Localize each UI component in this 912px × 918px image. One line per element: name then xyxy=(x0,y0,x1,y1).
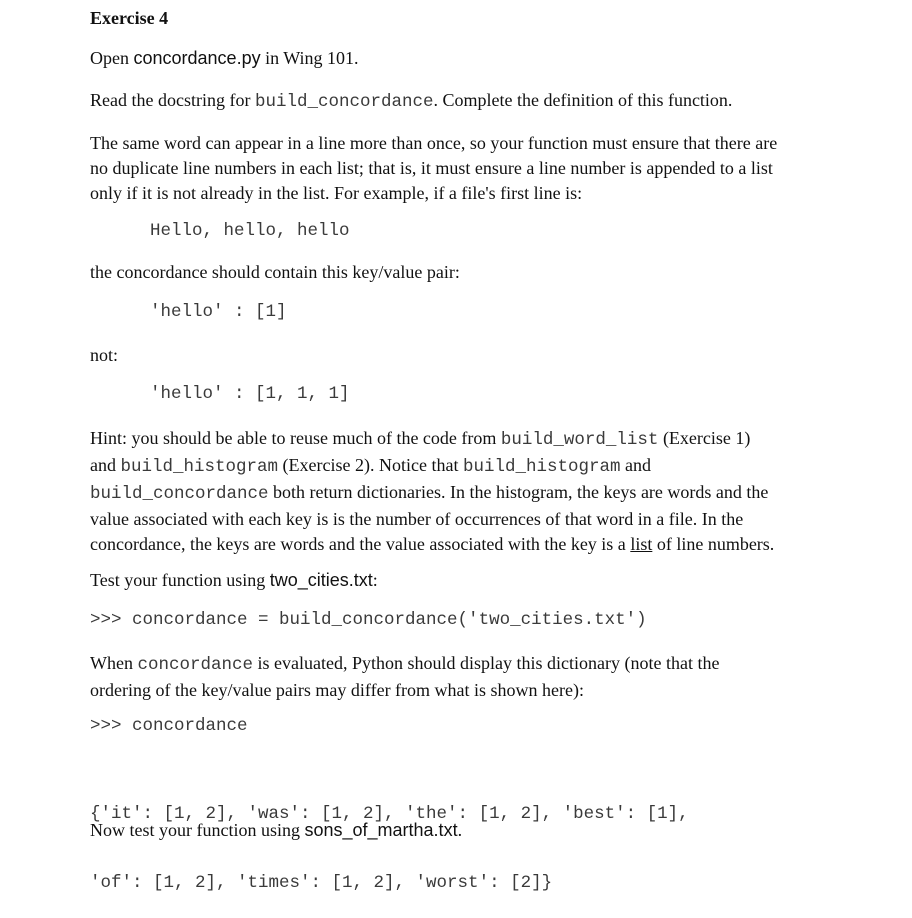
paragraph-line: only if it is not already in the list. For example, if a file's first line is: xyxy=(90,183,583,203)
hint-paragraph xyxy=(90,426,774,557)
when-text: When xyxy=(90,653,138,673)
function-name-build-histogram: build_histogram xyxy=(462,457,621,477)
test-function-paragraph xyxy=(90,570,378,591)
hint-text: concordance, the keys are words and the value associated with the key is a xyxy=(90,534,631,554)
filename-two-cities: two_cities.txt xyxy=(269,570,373,590)
paragraph-line xyxy=(90,651,719,678)
filename-concordance-py: concordance.py xyxy=(133,48,261,68)
code-good-pair: 'hello' : [1] xyxy=(150,302,287,322)
code-build-call: >>> concordance = build_concordance('two_cities.txt') xyxy=(90,610,647,630)
open-text-end: in Wing 101. xyxy=(260,48,359,68)
read-text: Read the docstring for xyxy=(90,90,255,110)
code-hello-line: Hello, hello, hello xyxy=(150,221,350,241)
dict-line: 'of': [1, 2], 'times': [1, 2], 'worst': [2]} xyxy=(90,873,553,893)
hint-line: value associated with each key is is the number of occurrences of that word in a file. In the xyxy=(90,509,744,529)
hint-text: and xyxy=(90,455,121,475)
open-file-paragraph xyxy=(90,48,359,69)
function-name-build-concordance: build_concordance xyxy=(90,484,269,504)
now-text: Now test your function using xyxy=(90,820,305,840)
function-name-build-word-list: build_word_list xyxy=(500,430,659,450)
hint-text: of line numbers. xyxy=(652,534,775,554)
now-text-end: . xyxy=(457,820,463,840)
function-name-build-concordance: build_concordance xyxy=(254,92,434,112)
read-docstring-paragraph xyxy=(90,90,732,112)
code-bad-pair: 'hello' : [1, 1, 1] xyxy=(150,384,350,404)
hint-line xyxy=(90,426,774,453)
hint-line xyxy=(90,453,774,480)
paragraph-line: ordering of the key/value pairs may differ from what is shown here): xyxy=(90,680,585,700)
hint-text: Hint: you should be able to reuse much of the code from xyxy=(90,428,501,448)
when-text: is evaluated, Python should display this dictionary (note that the xyxy=(253,653,720,673)
paragraph-line: no duplicate line numbers in each list; that is, it must ensure a line number is appended to a list xyxy=(90,158,773,178)
paragraph-line: The same word can appear in a line more than once, so your function must ensure that there are xyxy=(90,133,778,153)
dict-line: {'it': [1, 2], 'was': [1, 2], 'the': [1, 2], 'best': [1], xyxy=(90,804,689,824)
hint-line xyxy=(90,532,774,557)
test-text-end: : xyxy=(372,570,378,590)
hint-text: (Exercise 1) xyxy=(658,428,751,448)
when-evaluated-paragraph xyxy=(90,651,719,703)
open-text: Open xyxy=(90,48,134,68)
concordance-should-contain-text: the concordance should contain this key/value pair: xyxy=(90,262,460,282)
test-text: Test your function using xyxy=(90,570,270,590)
not-label: not: xyxy=(90,345,119,365)
filename-sons-of-martha: sons_of_martha.txt xyxy=(304,820,458,840)
variable-concordance: concordance xyxy=(137,655,254,675)
duplicate-lines-paragraph xyxy=(90,131,777,206)
hint-text: and xyxy=(620,455,651,475)
now-test-paragraph xyxy=(90,820,462,841)
read-text-end: . Complete the definition of this function. xyxy=(433,90,733,110)
hint-text: (Exercise 2). Notice that xyxy=(278,455,463,475)
exercise-heading: Exercise 4 xyxy=(90,8,169,28)
hint-text: both return dictionaries. In the histogram, the keys are words and the xyxy=(268,482,769,502)
function-name-build-histogram: build_histogram xyxy=(120,457,279,477)
hint-line xyxy=(90,480,774,507)
list-link[interactable]: list xyxy=(630,534,653,554)
code-eval-line: >>> concordance xyxy=(90,716,248,736)
